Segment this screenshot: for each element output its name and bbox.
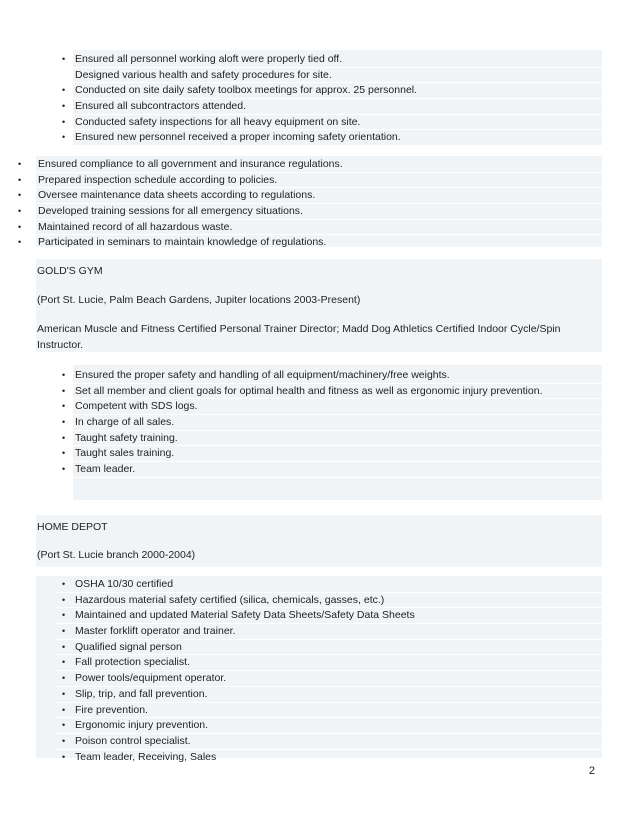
list-item-text: Team leader, Receiving, Sales	[75, 750, 217, 763]
list-item	[55, 368, 602, 384]
list-item	[55, 624, 602, 640]
section1-list	[55, 52, 602, 146]
golds-gym-title-line2: Instructor.	[37, 339, 84, 351]
list-item-text: Hazardous material safety certified (silica, chemicals, gasses, etc.)	[75, 593, 385, 606]
list-item-text: OSHA 10/30 certified	[75, 578, 174, 590]
list-item-text: Ergonomic injury prevention.	[75, 719, 209, 732]
golds-gym-title-line1: American Muscle and Fitness Certified Personal Trainer Director; Madd Dog Athletics Certified Indoor Cycle/Spin	[37, 323, 561, 335]
bullet-icon: •	[18, 237, 22, 248]
list-item	[55, 431, 602, 447]
bullet-icon: •	[62, 610, 66, 621]
bullet-icon: •	[18, 174, 22, 185]
list-item-text: Developed training sessions for all emergency situations.	[38, 205, 303, 218]
list-item	[55, 750, 602, 766]
list-item	[18, 188, 602, 204]
list-item-text: Ensured compliance to all government and insurance regulations.	[38, 158, 343, 170]
list-item	[55, 115, 602, 131]
list-item-text: Participated in seminars to maintain knowledge of regulations.	[38, 236, 327, 249]
bullet-icon: •	[62, 579, 66, 589]
list-item-text: Qualified signal person	[75, 640, 182, 653]
list-item	[18, 204, 602, 220]
list-item-text: Taught sales training.	[75, 447, 175, 460]
list-item	[55, 655, 602, 671]
list-item-text: Ensured all subcontractors attended.	[75, 100, 247, 113]
bullet-icon: •	[62, 385, 66, 396]
list-item	[55, 718, 602, 734]
list-item-text: Poison control specialist.	[75, 734, 191, 747]
list-item-text: Ensured new personnel received a proper incoming safety orientation.	[75, 131, 401, 144]
list-item	[55, 671, 602, 687]
list-item-text: Ensured all personnel working aloft were properly tied off.	[75, 53, 343, 65]
bullet-icon: •	[62, 594, 66, 605]
bullet-icon: •	[18, 221, 22, 232]
bullet-icon: •	[62, 641, 66, 652]
section2-list	[18, 157, 602, 251]
list-item-text: Oversee maintenance data sheets according to regulations.	[38, 189, 316, 202]
list-item-text: Team leader.	[75, 463, 136, 476]
bullet-icon: •	[62, 116, 66, 127]
list-item-text: Taught safety training.	[75, 431, 178, 444]
list-item	[55, 593, 602, 609]
list-item	[18, 235, 602, 251]
bullet-icon: •	[62, 448, 66, 459]
list-item-text: Ensured the proper safety and handling of all equipment/machinery/free weights.	[75, 369, 450, 381]
list-item	[55, 734, 602, 750]
list-item	[55, 608, 602, 624]
bullet-icon: •	[62, 464, 66, 475]
list-item	[55, 99, 602, 115]
list-item	[18, 220, 602, 236]
bullet-icon: •	[18, 206, 22, 217]
list-item	[55, 384, 602, 400]
list-item-text: Conducted on site daily safety toolbox meetings for approx. 25 personnel.	[75, 84, 418, 97]
bullet-icon: •	[62, 673, 66, 684]
golds-gym-locations: (Port St. Lucie, Palm Beach Gardens, Jupiter locations 2003-Present)	[37, 294, 361, 306]
list-item	[18, 157, 602, 173]
list-item-text: Prepared inspection schedule according to policies.	[38, 173, 278, 186]
bullet-icon: •	[18, 190, 22, 201]
bullet-icon: •	[62, 735, 66, 746]
list-item	[55, 703, 602, 719]
list-item-text: Designed various health and safety procedures for site.	[75, 68, 332, 81]
bullet-icon: •	[62, 370, 66, 380]
bullet-icon: •	[62, 626, 66, 637]
bullet-icon: •	[18, 159, 22, 169]
home-depot-name: HOME DEPOT	[37, 521, 108, 533]
bullet-icon: •	[62, 85, 66, 96]
bullet-icon: •	[62, 101, 66, 112]
golds-gym-name: GOLD'S GYM	[37, 265, 103, 277]
list-item-text: Competent with SDS logs.	[75, 400, 198, 413]
list-item	[55, 415, 602, 431]
list-item-text: Power tools/equipment operator.	[75, 672, 227, 685]
list-item-text: Slip, trip, and fall prevention.	[75, 687, 208, 700]
list-item-text: Conducted safety inspections for all heavy equipment on site.	[75, 115, 361, 128]
list-item-text: Set all member and client goals for optimal health and fitness as well as ergonomic injury prevention.	[75, 384, 543, 397]
bullet-icon: •	[62, 720, 66, 731]
list-item	[55, 52, 602, 68]
bullet-icon: •	[62, 401, 66, 412]
golds-gym-duties-list	[55, 368, 602, 478]
list-item	[55, 640, 602, 656]
list-item-text: Fall protection specialist.	[75, 656, 190, 669]
list-item	[55, 462, 602, 478]
home-depot-duties-list	[55, 577, 602, 765]
list-item-text: Maintained and updated Material Safety Data Sheets/Safety Data Sheets	[75, 609, 415, 622]
bullet-icon: •	[62, 657, 66, 668]
bullet-icon: •	[62, 751, 66, 762]
bullet-icon: •	[62, 132, 66, 143]
bullet-icon: •	[62, 432, 66, 443]
list-item-text: In charge of all sales.	[75, 416, 175, 429]
bullet-icon: •	[62, 417, 66, 428]
list-item	[55, 446, 602, 462]
list-item	[18, 173, 602, 189]
home-depot-locations: (Port St. Lucie branch 2000-2004)	[37, 549, 196, 561]
list-item	[55, 577, 602, 593]
list-item-text: Fire prevention.	[75, 703, 148, 716]
list-item	[55, 68, 602, 84]
bullet-icon: •	[62, 704, 66, 715]
bullet-icon: •	[62, 54, 66, 64]
page-number: 2	[588, 765, 595, 777]
list-item	[55, 687, 602, 703]
list-item-text: Master forklift operator and trainer.	[75, 625, 236, 638]
list-item	[55, 83, 602, 99]
bullet-icon: •	[62, 688, 66, 699]
list-item	[55, 399, 602, 415]
list-item-text: Maintained record of all hazardous waste.	[38, 220, 233, 233]
list-item	[55, 130, 602, 146]
